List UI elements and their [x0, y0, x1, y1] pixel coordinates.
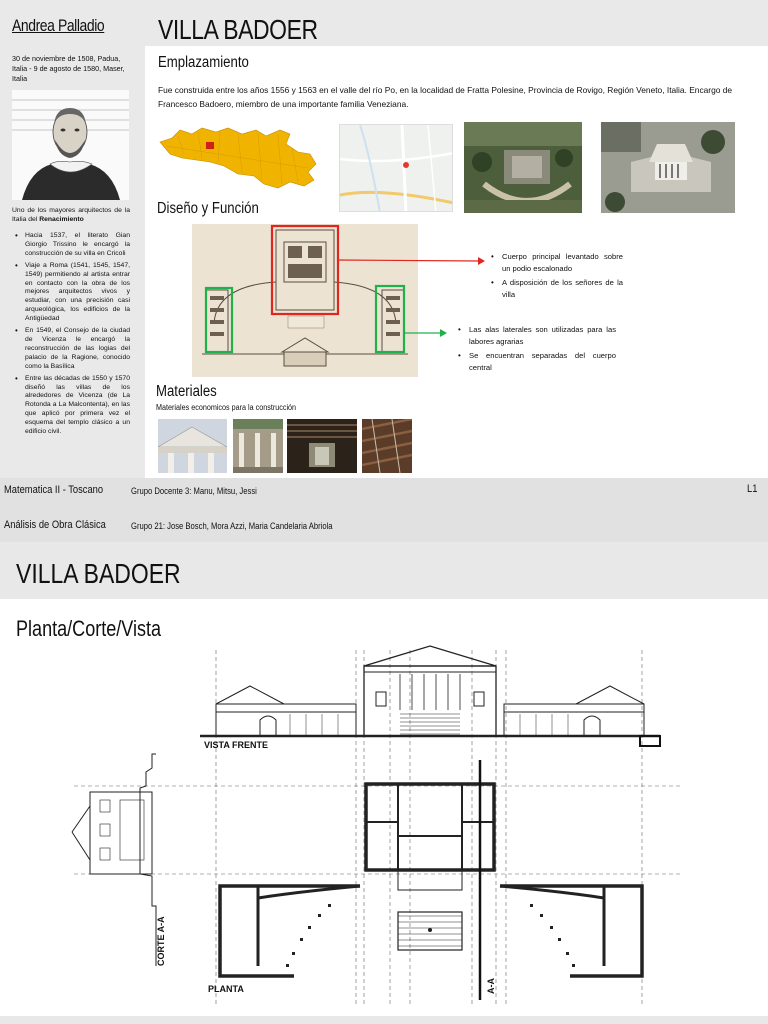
callout-wings [458, 324, 616, 376]
architect-intro: Uno de los mayores arquitectos de la Italia del Renacimiento [12, 207, 130, 223]
material-photo-columns [233, 419, 283, 473]
materiales-subtitle: Materiales economicos para la construcción [156, 403, 297, 412]
planta-corte-vista-heading: Planta/Corte/Vista [16, 616, 162, 641]
bio-bullet: • Hacia 1537, el literato Gian Giorgio Trissino le encargó la construcción de su villa en Cricoli [12, 232, 130, 259]
callout-main-body [491, 251, 623, 303]
bottom-strip [0, 1016, 768, 1024]
renacimiento-bold: Renacimiento [39, 216, 84, 223]
material-photo-wood-ceiling [362, 419, 412, 473]
callout-arrows [0, 0, 768, 478]
diseno-heading: Diseño y Función [157, 200, 259, 217]
course-name: Matematica II - Toscano [4, 484, 104, 496]
architect-name: Andrea Palladio [12, 16, 105, 35]
emplazamiento-heading: Emplazamiento [158, 54, 249, 71]
bio-bullet: • Entre las décadas de 1550 y 1570 diseñó las villas de los alrededores de Vicenza (de La Rotonda a La Malcontenta), en las que aplicó por primera vez el esquema del templo clásico a un edificio civil. [12, 375, 130, 437]
aa-label: A-A [486, 978, 496, 994]
bio-bullet: • Viaje a Roma (1541, 1545, 1547, 1549) permitiendo al artista entrar en contacto con la obra de los mejores arquitectos vivos y estudiar, con una precisión casi arqueológica, los edificios de la Antigüedad [12, 262, 130, 324]
materiales-heading: Materiales [156, 383, 217, 400]
footer [0, 478, 768, 542]
callout-bullet: • Las alas laterales son utilizadas para las labores agrarias [458, 324, 616, 348]
callout-bullet: • A disposición de los señores de la villa [491, 277, 623, 301]
student-group: Grupo 21: Jose Bosch, Mora Azzi, Maria Candelaria Abriola [131, 521, 333, 531]
board-2-title: VILLA BADOER [16, 558, 181, 589]
material-photo-beamed-hall [287, 419, 357, 473]
sheet-number: L1 [747, 483, 758, 495]
colonnade-dots [286, 904, 575, 967]
material-photo-pediment [158, 419, 227, 473]
emplazamiento-text: Fue construida entre los años 1556 y 1563 en el valle del río Po, en la localidad de Fratta Polesine, Provincia de Rovigo, Región Veneto, Italia. Encargo de Francesco Badoero, miembro de una importante familia Veneziana. [158, 85, 733, 109]
callout-bullet: • Se encuentran separadas del cuerpo central [458, 350, 616, 374]
corte-label: CORTE A-A [156, 916, 166, 966]
architectural-drawing [60, 636, 700, 1016]
architect-dates: 30 de noviembre de 1508, Padua, Italia - 9 de agosto de 1580, Maser, Italia [12, 54, 125, 83]
teaching-group: Grupo Docente 3: Manu, Mitsu, Jessi [131, 486, 257, 496]
page-title: VILLA BADOER [158, 14, 318, 45]
analysis-title: Análisis de Obra Clásica [4, 519, 106, 531]
callout-bullet: • Cuerpo principal levantado sobre un podio escalonado [491, 251, 623, 275]
board-1 [0, 0, 768, 478]
bio-bullet: • En 1549, el Consejo de la ciudad de Vicenza le encargó la reconstrucción de las logias del palacio de la Ragione, conocido como la Basílica [12, 327, 130, 372]
vista-frente-label: VISTA FRENTE [204, 740, 269, 750]
planta-label: PLANTA [208, 984, 244, 994]
